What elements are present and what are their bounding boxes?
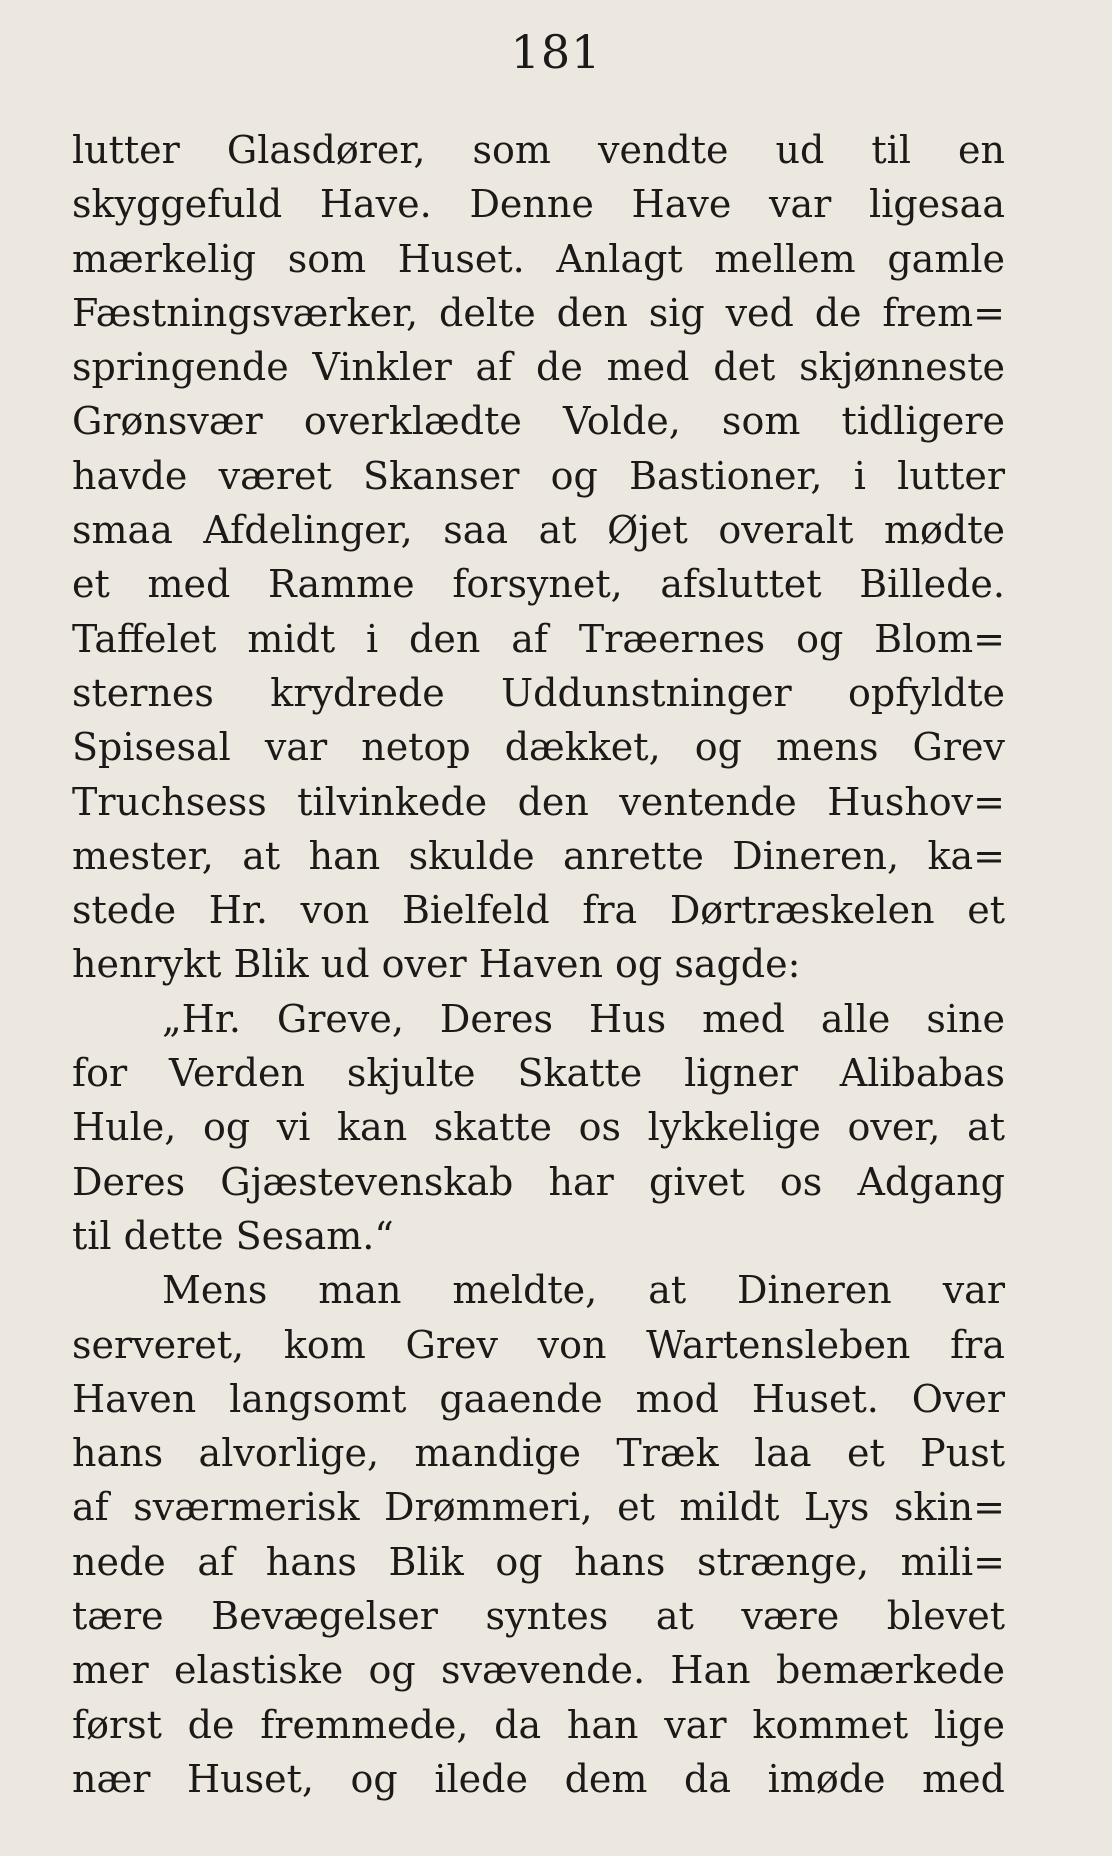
text-line: skyggefuld Have. Denne Have var ligesaa [72, 182, 1005, 227]
text-line: Deres Gjæstevenskab har givet os Adgang [72, 1159, 1005, 1204]
text-line: Haven langsomt gaaende mod Huset. Over [72, 1376, 1005, 1421]
text-line: Truchsess tilvinkede den ventende Hushov= [72, 779, 1005, 824]
text-line: lutter Glasdører, som vendte ud til en [72, 128, 1005, 172]
text-line: „Hr. Greve, Deres Hus med alle sine [162, 996, 1005, 1041]
text-line: serveret, kom Grev von Wartensleben fra [72, 1322, 1005, 1367]
body-text [72, 123, 1005, 1806]
text-line: tære Bevægelser syntes at være blevet [72, 1594, 1005, 1639]
text-line: hans alvorlige, mandige Træk laa et Pust [72, 1431, 1005, 1476]
text-line: sternes krydrede Uddunstninger opfyldte [72, 670, 1005, 715]
text-line: stede Hr. von Bielfeld fra Dørtræskelen et [72, 888, 1005, 933]
text-line: Hule, og vi kan skatte os lykkelige over, at [72, 1105, 1005, 1150]
text-line: mærkelig som Huset. Anlagt mellem gamle [72, 236, 1005, 281]
text-line: af sværmerisk Drømmeri, et mildt Lys skin= [72, 1485, 1005, 1530]
page-number: 181 [510, 25, 602, 79]
text-line: først de fremmede, da han var kommet lige [72, 1702, 1005, 1747]
text-line: Mens man meldte, at Dineren var [162, 1268, 1005, 1313]
text-line: Taffelet midt i den af Træernes og Blom= [72, 616, 1005, 661]
text-line: smaa Afdelinger, saa at Øjet overalt mødte [72, 508, 1005, 553]
text-line: Grønsvær overklædte Volde, som tidligere [72, 399, 1005, 444]
text-line: springende Vinkler af de med det skjønneste [72, 345, 1005, 390]
text-line: mer elastiske og svævende. Han bemærkede [72, 1648, 1005, 1693]
text-line: nede af hans Blik og hans strænge, mili= [72, 1539, 1005, 1584]
text-line: mester, at han skulde anrette Dineren, ka= [72, 833, 1005, 878]
text-line: for Verden skjulte Skatte ligner Alibabas [72, 1051, 1005, 1096]
text-line: havde været Skanser og Bastioner, i lutter [72, 453, 1005, 498]
text-line: Spisesal var netop dækket, og mens Grev [72, 725, 1005, 770]
text-line: et med Ramme forsynet, afsluttet Billede. [72, 562, 1005, 607]
text-line: henrykt Blik ud over Haven og sagde: [72, 942, 801, 987]
text-line: til dette Sesam.“ [72, 1213, 394, 1258]
text-line: nær Huset, og ilede dem da imøde med [72, 1756, 1005, 1801]
text-line: Fæstningsværker, delte den sig ved de frem= [72, 290, 1005, 335]
